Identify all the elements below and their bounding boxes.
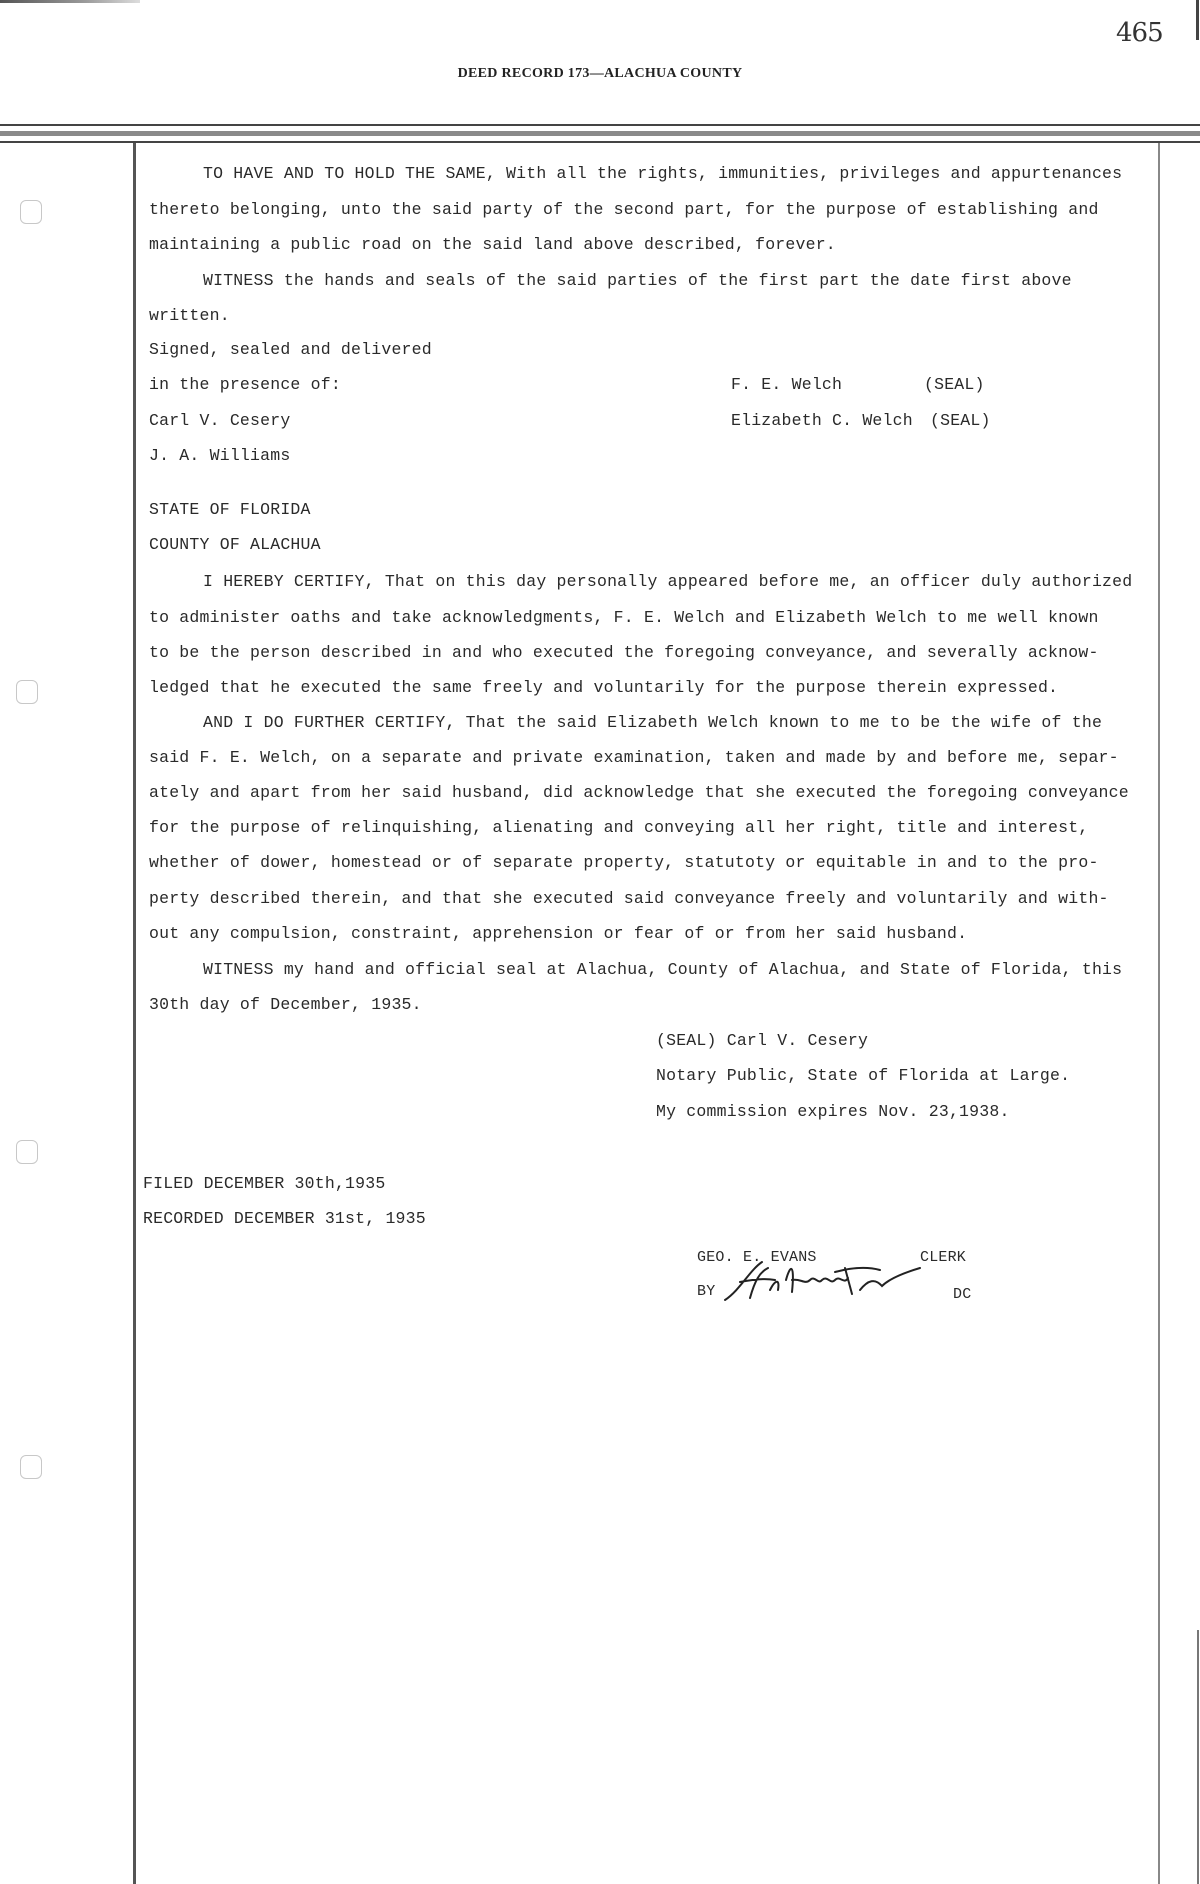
handwritten-signature-icon xyxy=(720,1250,940,1310)
page-edge-rule xyxy=(1197,1630,1199,1884)
header-rule-top xyxy=(0,124,1200,126)
header-rule-thick xyxy=(0,131,1200,136)
left-margin-rule xyxy=(133,143,136,1884)
habendum-line: thereto belonging, unto the said party of the second part, for the purpose of establishing and xyxy=(149,200,1099,219)
certificate-line: I HEREBY CERTIFY, That on this day personally appeared before me, an officer duly authorized xyxy=(203,572,1133,591)
signed-sealed-delivered: Signed, sealed and delivered xyxy=(149,340,432,359)
in-presence-of: in the presence of: xyxy=(149,375,341,394)
right-margin-rule xyxy=(1158,143,1160,1884)
further-certificate-line: perty described therein, and that she executed said conveyance freely and voluntarily and with- xyxy=(149,889,1109,908)
witness-clause-line: WITNESS the hands and seals of the said parties of the first part the date first above xyxy=(203,271,1072,290)
further-certificate-line: out any compulsion, constraint, apprehension or fear of or from her said husband. xyxy=(149,924,968,943)
page-right-edge xyxy=(1196,0,1199,40)
grantor-name: Elizabeth C. Welch xyxy=(731,411,913,430)
clerk-by: BY xyxy=(697,1283,716,1300)
witness-name: J. A. Williams xyxy=(149,446,291,465)
binder-hole-icon xyxy=(16,680,38,704)
notary-name: (SEAL) Carl V. Cesery xyxy=(656,1031,869,1050)
notary-commission: My commission expires Nov. 23,1938. xyxy=(656,1102,1010,1121)
certificate-line: ledged that he executed the same freely and voluntarily for the purpose therein expressed. xyxy=(149,678,1059,697)
further-certificate-line: AND I DO FURTHER CERTIFY, That the said Elizabeth Welch known to me to be the wife of the xyxy=(203,713,1103,732)
habendum-line: TO HAVE AND TO HOLD THE SAME, With all the rights, immunities, privileges and appurtenances xyxy=(203,164,1123,183)
page-number: 465 xyxy=(1116,18,1163,48)
deputy-clerk-title: DC xyxy=(953,1286,972,1303)
further-certificate-line: for the purpose of relinquishing, alienating and conveying all her right, title and interest, xyxy=(149,818,1089,837)
page-top-edge xyxy=(0,0,140,3)
grantor-seal: (SEAL) xyxy=(924,375,985,394)
certificate-line: to be the person described in and who executed the foregoing conveyance, and severally acknow- xyxy=(149,643,1099,662)
filed-date: FILED DECEMBER 30th,1935 xyxy=(143,1174,386,1193)
certificate-line: to administer oaths and take acknowledgments, F. E. Welch and Elizabeth Welch to me well known xyxy=(149,608,1099,627)
attestation-line: WITNESS my hand and official seal at Alachua, County of Alachua, and State of Florida, this xyxy=(203,960,1123,979)
running-head: DEED RECORD 173—ALACHUA COUNTY xyxy=(457,66,743,81)
clerk-name: GEO. E. EVANS xyxy=(697,1249,817,1266)
venue-county: COUNTY OF ALACHUA xyxy=(149,535,321,554)
binder-hole-icon xyxy=(16,1140,38,1164)
recorded-date: RECORDED DECEMBER 31st, 1935 xyxy=(143,1209,426,1228)
further-certificate-line: whether of dower, homestead or of separate property, statutoty or equitable in and to the pro- xyxy=(149,853,1099,872)
witness-clause-line: written. xyxy=(149,306,230,325)
clerk-title: CLERK xyxy=(920,1249,967,1266)
binder-hole-icon xyxy=(20,200,42,224)
header-rule-bottom xyxy=(0,141,1200,143)
grantor-name: F. E. Welch xyxy=(731,375,843,394)
witness-name: Carl V. Cesery xyxy=(149,411,291,430)
grantor-seal: (SEAL) xyxy=(930,411,991,430)
notary-title: Notary Public, State of Florida at Large. xyxy=(656,1066,1071,1085)
binder-hole-icon xyxy=(20,1455,42,1479)
habendum-line: maintaining a public road on the said land above described, forever. xyxy=(149,235,836,254)
further-certificate-line: said F. E. Welch, on a separate and private examination, taken and made by and before me, separ- xyxy=(149,748,1119,767)
venue-state: STATE OF FLORIDA xyxy=(149,500,311,519)
further-certificate-line: ately and apart from her said husband, did acknowledge that she executed the foregoing conveyance xyxy=(149,783,1129,802)
attestation-line: 30th day of December, 1935. xyxy=(149,995,422,1014)
